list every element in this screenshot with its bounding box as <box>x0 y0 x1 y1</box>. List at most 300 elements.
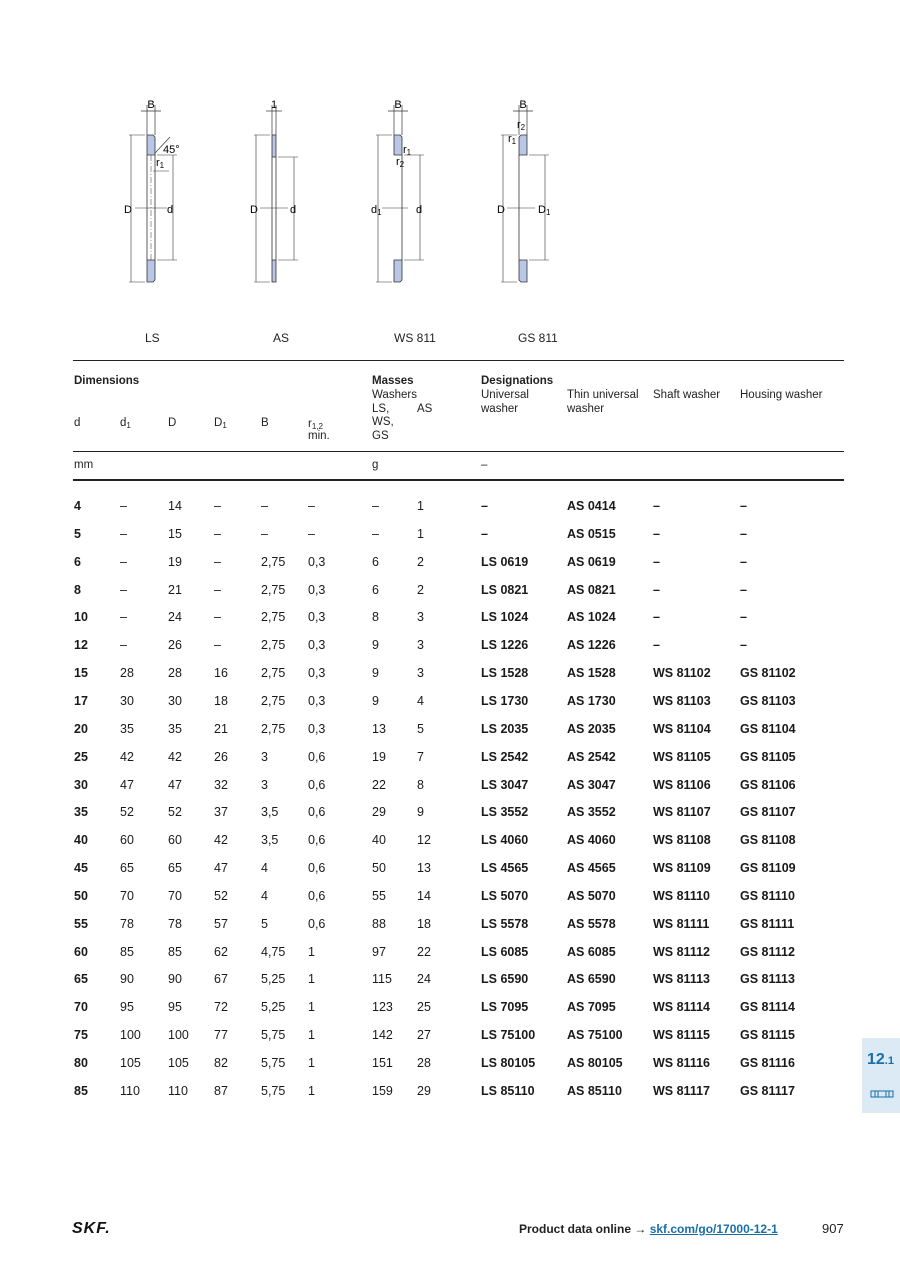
cell-d1: – <box>120 526 127 541</box>
cell-thin: AS 85110 <box>567 1083 622 1098</box>
cell-d: 17 <box>74 693 88 708</box>
cell-d: 35 <box>74 805 88 820</box>
table-row <box>0 583 900 603</box>
cell-r: 1 <box>308 1028 315 1043</box>
cell-d1: 65 <box>120 861 134 876</box>
cell-D: 65 <box>168 861 182 876</box>
cell-B: 2,75 <box>261 610 286 625</box>
cell-D: 70 <box>168 888 182 903</box>
as-caption: AS <box>273 331 290 345</box>
cell-shaft: – <box>653 526 660 541</box>
cell-D: 78 <box>168 916 182 931</box>
cell-B: 3 <box>261 777 268 792</box>
cell-d1: 35 <box>120 721 134 736</box>
ls-caption: LS <box>145 331 160 345</box>
cell-d1: 100 <box>120 1028 141 1043</box>
cell-housing: GS 81102 <box>740 666 796 681</box>
cell-D: 52 <box>168 805 182 820</box>
cell-d: 75 <box>74 1028 88 1043</box>
cell-housing: – <box>740 526 747 541</box>
ws-d1-label: d1 <box>371 204 382 217</box>
as-D-label: D <box>250 204 258 216</box>
cell-d1: – <box>120 499 127 513</box>
cell-m1: 159 <box>372 1083 393 1098</box>
cell-D: 35 <box>168 721 182 736</box>
ws-d-label: d <box>416 204 423 216</box>
cell-m1: 22 <box>372 777 386 792</box>
cell-r: – <box>308 526 315 541</box>
gs-washer-drawing <box>487 95 577 295</box>
cell-D1: 77 <box>214 1028 228 1043</box>
cell-uni: LS 4060 <box>481 833 529 848</box>
cell-uni: LS 2542 <box>481 749 529 764</box>
cell-shaft: – <box>653 610 660 625</box>
cell-thin: AS 7095 <box>567 1000 616 1015</box>
gs-r2-label: r2 <box>517 119 526 132</box>
table-row <box>0 1000 900 1020</box>
cell-D: 105 <box>168 1056 189 1070</box>
cell-D: 28 <box>168 666 182 681</box>
col-D1: $D_1$ <box>214 417 227 430</box>
cell-D: 24 <box>168 610 182 625</box>
cell-d: 45 <box>74 861 88 876</box>
cell-D: 15 <box>168 526 182 541</box>
cell-d1: – <box>120 610 127 625</box>
cell-D1: 32 <box>214 777 228 792</box>
table-row <box>0 917 900 937</box>
cell-d1: – <box>120 638 127 653</box>
cell-m1: 9 <box>372 638 379 653</box>
cell-thin: AS 1024 <box>567 610 616 625</box>
header-universal: Universal <box>481 389 529 401</box>
cell-housing: – <box>740 499 747 513</box>
cell-D: 85 <box>168 944 182 959</box>
cell-uni: LS 1024 <box>481 610 529 625</box>
chapter-tab[interactable] <box>862 1038 900 1113</box>
cell-m2: 24 <box>417 972 431 987</box>
cell-r: 0,6 <box>308 888 326 903</box>
header-gs: GS <box>372 430 389 442</box>
header-thin-universal: Thin universal <box>567 389 639 401</box>
cell-d: 55 <box>74 916 88 931</box>
table-row <box>0 638 900 658</box>
cell-uni: LS 0619 <box>481 554 529 569</box>
cell-r: 0,6 <box>308 916 326 931</box>
cell-thin: AS 2542 <box>567 749 616 764</box>
cell-D: 30 <box>168 693 182 708</box>
cell-d1: – <box>120 554 127 569</box>
cell-housing: GS 81106 <box>740 777 796 792</box>
table-row <box>0 833 900 853</box>
skf-logo: SKF. <box>72 1220 111 1237</box>
unit-mm: mm <box>74 459 94 471</box>
cell-thin: AS 6085 <box>567 944 616 959</box>
cell-m2: 2 <box>417 582 424 597</box>
cell-m2: 3 <box>417 666 424 681</box>
cell-uni: – <box>481 499 488 513</box>
cell-thin: AS 5070 <box>567 888 616 903</box>
product-data-link[interactable]: skf.com/go/17000-12-1 <box>649 1222 778 1236</box>
cell-shaft: – <box>653 499 660 513</box>
header-as: AS <box>417 403 433 415</box>
table-row <box>0 889 900 909</box>
cell-r: 0,6 <box>308 805 326 820</box>
ls-r-label: r1 <box>156 157 165 170</box>
cell-uni: LS 75100 <box>481 1028 536 1043</box>
cell-D1: 57 <box>214 916 228 931</box>
cell-m2: 13 <box>417 861 431 876</box>
cell-housing: GS 81108 <box>740 833 796 848</box>
table-row <box>0 1056 900 1076</box>
cell-thin: AS 4060 <box>567 833 616 848</box>
cell-B: 3 <box>261 749 268 764</box>
cell-D1: 87 <box>214 1083 228 1098</box>
table-row <box>0 945 900 965</box>
table-row <box>0 1028 900 1048</box>
cell-thin: AS 1730 <box>567 693 616 708</box>
cell-thin: AS 3552 <box>567 805 616 820</box>
ls-washer-drawing <box>115 95 205 295</box>
cell-B: 2,75 <box>261 693 286 708</box>
cell-r: 0,3 <box>308 721 326 736</box>
cell-uni: LS 85110 <box>481 1083 535 1098</box>
cell-m1: 6 <box>372 582 379 597</box>
cell-m1: 29 <box>372 805 386 820</box>
cell-D1: 42 <box>214 833 228 848</box>
cell-r: 1 <box>308 944 315 959</box>
cell-D1: – <box>214 582 221 597</box>
cell-B: – <box>261 499 268 513</box>
cell-shaft: WS 81116 <box>653 1056 710 1070</box>
cell-thin: AS 4565 <box>567 861 616 876</box>
cell-r: 0,6 <box>308 749 326 764</box>
cell-m2: 3 <box>417 638 424 653</box>
cell-uni: LS 6590 <box>481 972 529 987</box>
cell-d1: 28 <box>120 666 134 681</box>
units-rule <box>73 479 844 481</box>
cell-r: 1 <box>308 1056 315 1070</box>
cell-d: 80 <box>74 1056 88 1070</box>
cell-shaft: WS 81114 <box>653 1000 710 1015</box>
cell-D: 14 <box>168 499 182 513</box>
cell-shaft: WS 81112 <box>653 944 710 959</box>
cell-m2: 7 <box>417 749 424 764</box>
cell-d: 20 <box>74 721 88 736</box>
header-rule <box>73 451 844 452</box>
cell-uni: LS 5578 <box>481 916 529 931</box>
cell-d1: 60 <box>120 833 134 848</box>
cell-shaft: WS 81110 <box>653 888 710 903</box>
gs-caption: GS 811 <box>518 331 558 345</box>
cell-d: 15 <box>74 666 88 681</box>
cell-r: 0,3 <box>308 582 326 597</box>
cell-D1: – <box>214 499 221 513</box>
cell-shaft: WS 81113 <box>653 972 710 987</box>
table-row <box>0 805 900 825</box>
cell-m1: – <box>372 526 379 541</box>
ws-b-label: B <box>394 99 402 111</box>
cell-shaft: WS 81106 <box>653 777 711 792</box>
cell-B: 2,75 <box>261 721 286 736</box>
cell-B: 5,75 <box>261 1028 286 1043</box>
cell-housing: GS 81107 <box>740 805 796 820</box>
cell-uni: LS 4565 <box>481 861 529 876</box>
cell-m2: 29 <box>417 1083 431 1098</box>
cell-uni: LS 2035 <box>481 721 529 736</box>
cell-m2: 9 <box>417 805 424 820</box>
cell-thin: AS 3047 <box>567 777 616 792</box>
cell-d1: 47 <box>120 777 134 792</box>
col-r: $r_{1,2}$ <box>308 418 323 431</box>
cell-d: 30 <box>74 777 88 792</box>
cell-d1: 95 <box>120 1000 134 1015</box>
cell-r: 0,6 <box>308 777 326 792</box>
cell-thin: AS 75100 <box>567 1028 623 1043</box>
cell-d: 40 <box>74 833 88 848</box>
cell-B: 4 <box>261 861 268 876</box>
cell-m2: 28 <box>417 1056 431 1070</box>
cell-B: – <box>261 526 268 541</box>
cell-D1: 16 <box>214 666 228 681</box>
gs-r1-label: r1 <box>508 133 517 146</box>
cell-r: 0,3 <box>308 610 326 625</box>
ls-D-label: D <box>124 204 132 216</box>
cell-r: 0,3 <box>308 666 326 681</box>
cell-D: 95 <box>168 1000 182 1015</box>
cell-d1: 42 <box>120 749 134 764</box>
cell-m1: 115 <box>372 972 392 987</box>
cell-d: 8 <box>74 582 81 597</box>
cell-r: 0,6 <box>308 833 326 848</box>
cell-shaft: WS 81103 <box>653 693 711 708</box>
cell-d1: 90 <box>120 972 134 987</box>
table-row <box>0 499 900 519</box>
cell-m2: 2 <box>417 554 424 569</box>
cell-uni: LS 3047 <box>481 777 529 792</box>
cell-D1: – <box>214 610 221 625</box>
cell-B: 5,75 <box>261 1056 286 1070</box>
cell-m1: 19 <box>372 749 386 764</box>
table-row <box>0 527 900 547</box>
cell-D1: – <box>214 554 221 569</box>
cell-m1: 13 <box>372 721 386 736</box>
page-number: 907 <box>822 1221 844 1236</box>
cell-housing: GS 81111 <box>740 916 795 931</box>
table-row <box>0 722 900 742</box>
header-thin-washer: washer <box>567 403 605 415</box>
header-shaft-washer: Shaft washer <box>653 389 721 401</box>
cell-uni: LS 1528 <box>481 666 529 681</box>
unit-g: g <box>372 459 379 471</box>
cell-D1: – <box>214 526 221 541</box>
cell-r: 0,3 <box>308 638 326 653</box>
cell-uni: – <box>481 526 488 541</box>
cell-d1: 105 <box>120 1056 141 1070</box>
product-data-online: Product data online → skf.com/go/17000-12-1 <box>519 1222 778 1236</box>
table-row <box>0 666 900 686</box>
cell-housing: GS 81104 <box>740 721 796 736</box>
cell-D1: 47 <box>214 861 228 876</box>
cell-shaft: WS 81108 <box>653 833 711 848</box>
cell-uni: LS 1226 <box>481 638 529 653</box>
cell-uni: LS 1730 <box>481 693 529 708</box>
cell-shaft: – <box>653 638 660 653</box>
cell-d: 60 <box>74 944 88 959</box>
col-d: d <box>74 417 81 429</box>
cell-m2: 18 <box>417 916 431 931</box>
cell-m1: 8 <box>372 610 379 625</box>
cell-D1: 26 <box>214 749 228 764</box>
unit-dash: – <box>481 459 488 471</box>
as-d-label: d <box>290 204 297 216</box>
cell-D: 19 <box>168 554 182 569</box>
cell-housing: GS 81109 <box>740 861 796 876</box>
cell-d: 85 <box>74 1083 88 1098</box>
cell-B: 2,75 <box>261 666 286 681</box>
ws-r2-label: r2 <box>396 156 405 169</box>
table-top-rule <box>73 360 844 361</box>
header-masses: Masses <box>372 375 414 387</box>
ls-d-label: d <box>167 204 174 216</box>
table-row <box>0 750 900 770</box>
cell-r: – <box>308 499 315 513</box>
cell-d: 10 <box>74 610 88 625</box>
as-washer-drawing <box>240 95 330 295</box>
cell-B: 5,25 <box>261 972 286 987</box>
cell-housing: GS 81103 <box>740 693 796 708</box>
cell-d: 12 <box>74 638 88 653</box>
cell-D1: 82 <box>214 1056 228 1070</box>
cell-d: 25 <box>74 749 88 764</box>
table-row <box>0 694 900 714</box>
cell-m2: 5 <box>417 721 424 736</box>
cell-uni: LS 6085 <box>481 944 529 959</box>
cell-m2: 8 <box>417 777 424 792</box>
cell-B: 3,5 <box>261 833 279 848</box>
cell-housing: – <box>740 610 747 625</box>
cell-D: 90 <box>168 972 182 987</box>
cell-D: 60 <box>168 833 182 848</box>
gs-D1-label: D1 <box>538 204 551 217</box>
cell-shaft: WS 81102 <box>653 666 711 681</box>
cell-D1: 37 <box>214 805 228 820</box>
cell-shaft: WS 81107 <box>653 805 711 820</box>
cell-shaft: – <box>653 582 660 597</box>
cell-r: 1 <box>308 1000 315 1015</box>
cell-r: 0,3 <box>308 693 326 708</box>
cell-d: 4 <box>74 499 81 513</box>
cell-d1: 110 <box>120 1083 140 1098</box>
cell-m1: 40 <box>372 833 386 848</box>
as-thickness-label: 1 <box>270 99 278 111</box>
cell-m1: 55 <box>372 888 386 903</box>
cell-shaft: WS 81111 <box>653 916 710 931</box>
cell-uni: LS 7095 <box>481 1000 529 1015</box>
cell-B: 4,75 <box>261 944 286 959</box>
cell-D1: 67 <box>214 972 228 987</box>
cell-B: 5,25 <box>261 1000 286 1015</box>
cell-thin: AS 1528 <box>567 666 616 681</box>
table-row <box>0 778 900 798</box>
cell-D: 100 <box>168 1028 189 1043</box>
cell-housing: GS 81116 <box>740 1056 795 1070</box>
col-B: B <box>261 417 269 429</box>
cell-thin: AS 0515 <box>567 526 616 541</box>
col-D: D <box>168 417 177 429</box>
ls-angle-label: 45° <box>163 144 180 156</box>
cell-d: 65 <box>74 972 88 987</box>
cell-D: 47 <box>168 777 182 792</box>
cell-thin: AS 5578 <box>567 916 616 931</box>
cell-m1: 9 <box>372 693 379 708</box>
cell-m2: 25 <box>417 1000 431 1015</box>
header-housing-washer: Housing washer <box>740 389 823 401</box>
cell-d1: 52 <box>120 805 134 820</box>
cell-uni: LS 5070 <box>481 888 529 903</box>
cell-d: 5 <box>74 526 81 541</box>
cell-shaft: WS 81104 <box>653 721 711 736</box>
cell-uni: LS 3552 <box>481 805 529 820</box>
cell-uni: LS 0821 <box>481 582 529 597</box>
table-row <box>0 861 900 881</box>
cell-housing: GS 81105 <box>740 749 796 764</box>
cell-shaft: WS 81117 <box>653 1083 710 1098</box>
cell-d: 6 <box>74 554 81 569</box>
bearing-washer-icon <box>870 1088 894 1103</box>
cell-thin: AS 80105 <box>567 1056 623 1070</box>
cell-m2: 27 <box>417 1028 431 1043</box>
col-d1: $d_1$ <box>120 417 131 430</box>
cell-thin: AS 1226 <box>567 638 616 653</box>
cell-r: 1 <box>308 1083 315 1098</box>
cell-D1: 52 <box>214 888 228 903</box>
cell-shaft: WS 81105 <box>653 749 711 764</box>
cell-D1: 62 <box>214 944 228 959</box>
cell-m1: 123 <box>372 1000 393 1015</box>
cell-B: 2,75 <box>261 638 286 653</box>
cell-m2: 12 <box>417 833 431 848</box>
cell-uni: LS 80105 <box>481 1056 536 1070</box>
cell-housing: GS 81110 <box>740 888 795 903</box>
cell-shaft: WS 81109 <box>653 861 711 876</box>
cell-m1: 97 <box>372 944 386 959</box>
cell-B: 5 <box>261 916 268 931</box>
cell-m1: 50 <box>372 861 386 876</box>
cell-housing: GS 81112 <box>740 944 795 959</box>
cell-D1: – <box>214 638 221 653</box>
cell-m2: 4 <box>417 693 424 708</box>
table-row <box>0 1084 900 1104</box>
ls-b-label: B <box>147 99 155 111</box>
cell-m2: 14 <box>417 888 431 903</box>
col-r-min: min. <box>308 430 330 442</box>
cell-m2: 22 <box>417 944 431 959</box>
cell-r: 1 <box>308 972 315 987</box>
cell-m1: 142 <box>372 1028 393 1043</box>
cell-D1: 72 <box>214 1000 228 1015</box>
ws-caption: WS 811 <box>394 331 436 345</box>
cell-r: 0,6 <box>308 861 326 876</box>
cell-m1: 88 <box>372 916 386 931</box>
cell-D1: 21 <box>214 721 228 736</box>
cell-thin: AS 6590 <box>567 972 616 987</box>
ws-r1-label: r1 <box>403 144 412 157</box>
chapter-number: 12.1 <box>867 1051 894 1068</box>
cell-thin: AS 0821 <box>567 582 616 597</box>
cell-B: 4 <box>261 888 268 903</box>
cell-m1: 9 <box>372 666 379 681</box>
cell-D: 42 <box>168 749 182 764</box>
